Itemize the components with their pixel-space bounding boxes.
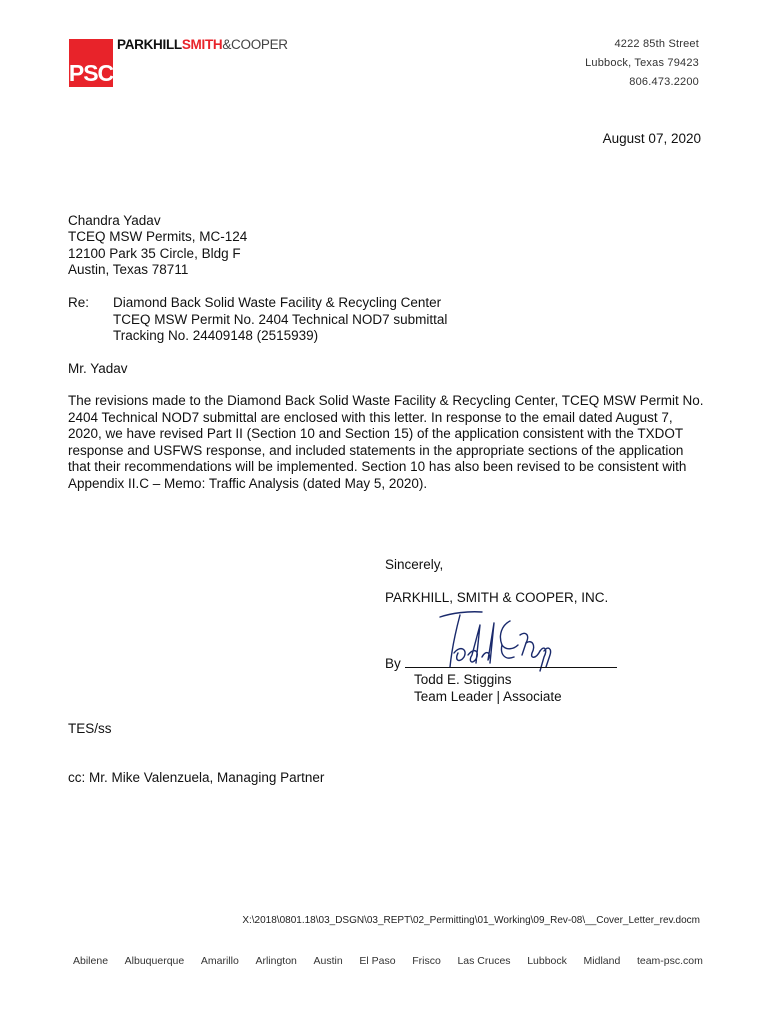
body-paragraph: The revisions made to the Diamond Back Solid Waste Facility & Recycling Center, TCEQ MSW Permit No. 2404 Technical NOD7 submittal are enclosed with this letter. In response to the email dated August 7, 2020, we have revised Part II (Section 10 and Section 15) of the application consistent with the TXDOT response and USFWS response, and included statements in the appropriate sections of the application that their recommendations will be implemented. Section 10 has also been revised to be consistent with Appendix II.C – Memo: Traffic Analysis (dated May 5, 2020). <box>68 393 704 491</box>
recipient-city: Austin, Texas 78711 <box>68 262 189 277</box>
address-line-2: Lubbock, Texas 79423 <box>585 57 699 69</box>
signer-name: Todd E. Stiggins <box>414 672 512 687</box>
file-path: X:\2018\0801.18\03_DSGN\03_REPT\02_Permitting\01_Working\09_Rev-08\__Cover_Letter_rev.docm <box>242 915 700 926</box>
office-city: Albuquerque <box>124 955 185 967</box>
closing-company: PARKHILL, SMITH & COOPER, INC. <box>385 590 609 605</box>
recipient-name: Chandra Yadav <box>68 213 161 228</box>
letter-date: August 07, 2020 <box>602 131 701 146</box>
re-line-1: Diamond Back Solid Waste Facility & Recycling Center <box>113 295 442 310</box>
re-line-3: Tracking No. 24409148 (2515939) <box>113 328 319 343</box>
signature-line <box>405 667 617 668</box>
phone-number: 806.473.2200 <box>629 76 699 88</box>
address-line-1: 4222 85th Street <box>614 38 699 50</box>
closing-sincerely: Sincerely, <box>385 557 444 572</box>
re-line-2: TCEQ MSW Permit No. 2404 Technical NOD7 submittal <box>113 312 448 327</box>
salutation: Mr. Yadav <box>68 361 128 376</box>
logo-text: PSC <box>68 60 114 86</box>
recipient-org: TCEQ MSW Permits, MC-124 <box>68 229 248 244</box>
recipient-street: 12100 Park 35 Circle, Bldg F <box>68 246 241 261</box>
firm-name-part-3: &COOPER <box>222 37 288 52</box>
typist-initials: TES/ss <box>68 721 112 736</box>
office-city: Austin <box>313 955 343 967</box>
website-link[interactable]: team-psc.com <box>636 955 703 967</box>
by-label: By <box>385 656 401 671</box>
office-city: Amarillo <box>200 955 239 967</box>
office-cities <box>73 955 703 967</box>
office-city: Abilene <box>73 955 109 967</box>
psc-logo <box>69 39 113 87</box>
firm-name-part-1: PARKHILL <box>117 37 182 52</box>
signer-title: Team Leader | Associate <box>414 689 562 704</box>
office-city: Midland <box>583 955 621 967</box>
firm-name-part-2: SMITH <box>181 37 223 52</box>
office-city: El Paso <box>359 955 396 967</box>
office-city: Lubbock <box>527 955 567 967</box>
firm-name <box>117 37 288 52</box>
cc-line: cc: Mr. Mike Valenzuela, Managing Partner <box>68 770 325 785</box>
re-label: Re: <box>68 295 90 310</box>
office-city: Frisco <box>412 955 441 967</box>
office-city: Las Cruces <box>457 955 511 967</box>
office-city: Arlington <box>255 955 297 967</box>
